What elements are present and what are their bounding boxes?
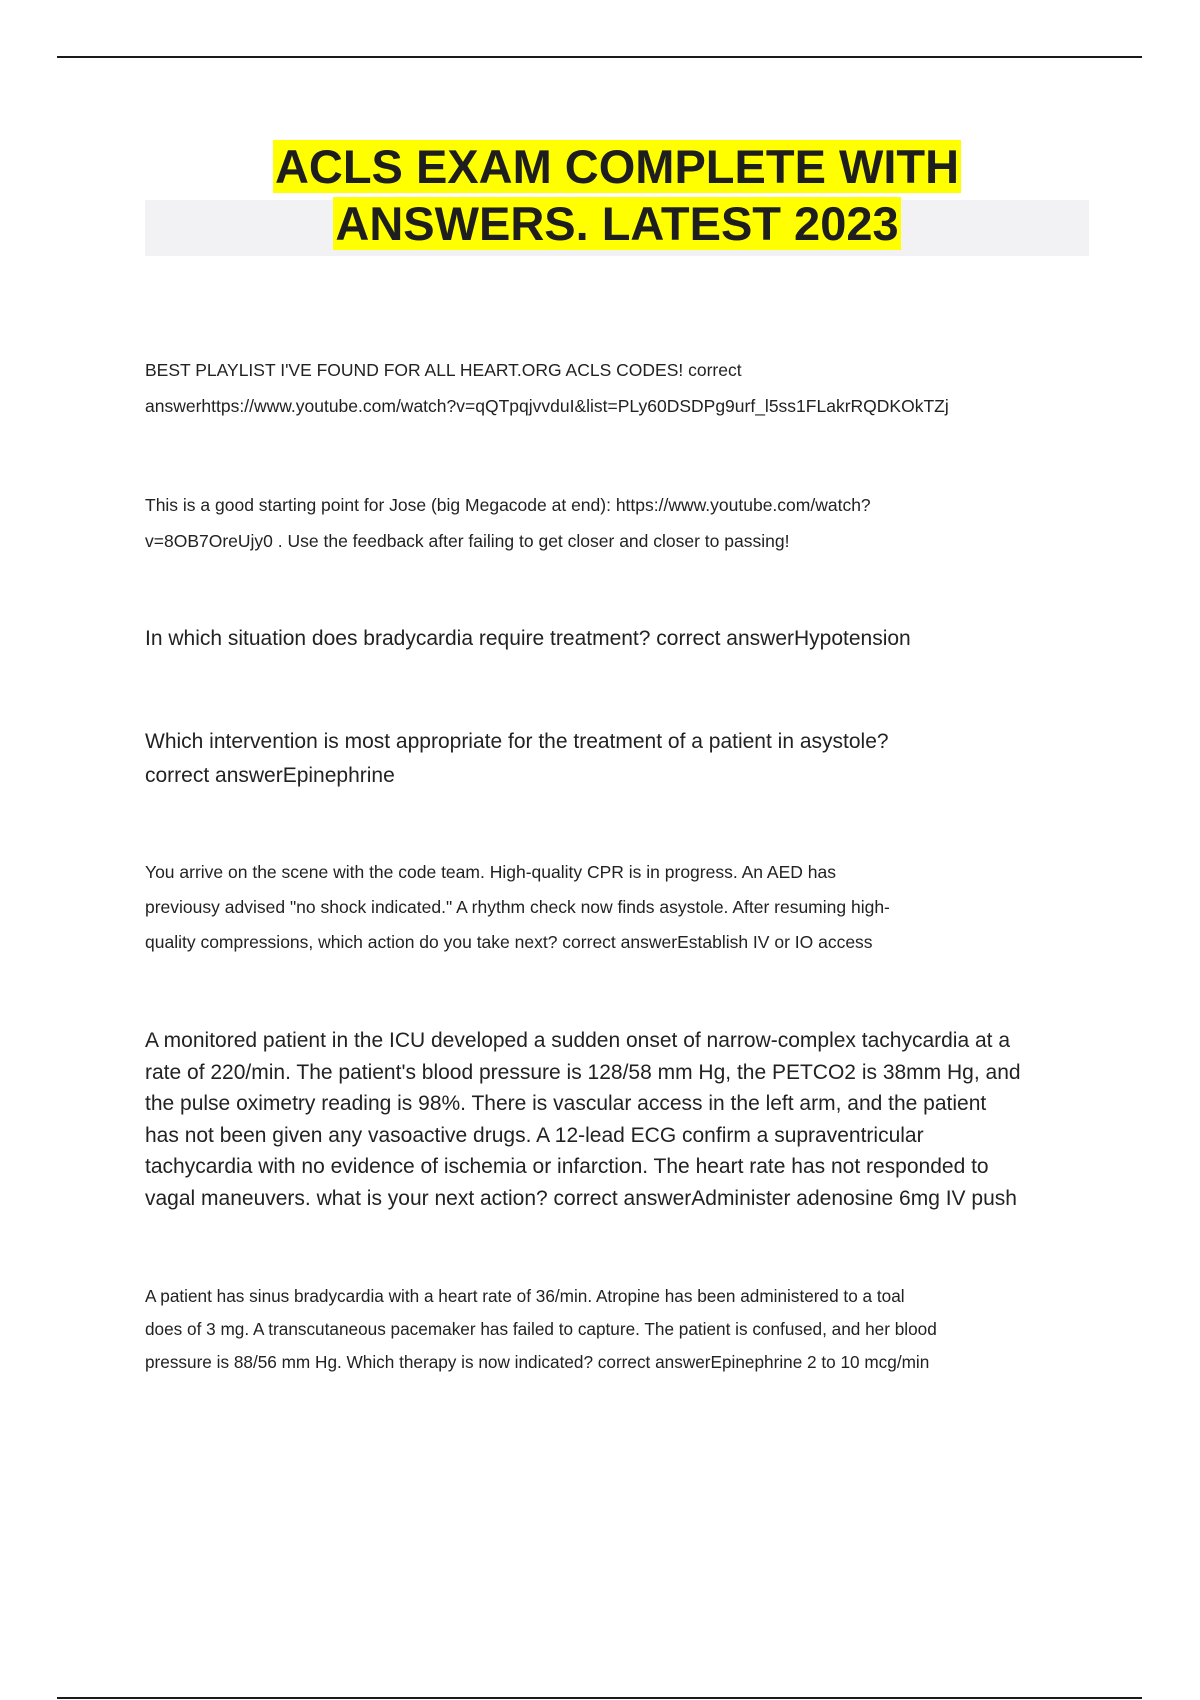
paragraph-line: tachycardia with no evidence of ischemia or infarction. The heart rate has not responded to <box>145 1155 989 1178</box>
question-sinus-bradycardia <box>145 1280 937 1379</box>
title-line-1: ACLS EXAM COMPLETE WITH <box>274 140 960 193</box>
paragraph-line: correct answerEpinephrine <box>145 764 395 787</box>
paragraph-line: pressure is 88/56 mm Hg. Which therapy is now indicated? correct answerEpinephrine 2 to 10 mcg/min <box>145 1352 930 1372</box>
paragraph-line: has not been given any vasoactive drugs. A 12-lead ECG confirm a supraventricular <box>145 1123 924 1147</box>
paragraph-line: This is a good starting point for Jose (big Megacode at end): https://www.youtube.com/watch? <box>145 495 871 515</box>
top-rule <box>57 56 1142 58</box>
paragraph-line: A patient has sinus bradycardia with a heart rate of 36/min. Atropine has been administered to a toal <box>145 1286 905 1306</box>
question-asystole-intervention <box>145 725 889 793</box>
title-line-2: ANSWERS. LATEST 2023 <box>335 197 899 250</box>
paragraph-line: previousy advised "no shock indicated." A rhythm check now finds asystole. After resuming high- <box>145 897 890 917</box>
page-title <box>145 138 1089 252</box>
paragraph-line: does of 3 mg. A transcutaneous pacemaker has failed to capture. The patient is confused, and her blood <box>145 1319 937 1339</box>
question-bradycardia-treatment <box>145 622 911 656</box>
paragraph-line: rate of 220/min. The patient's blood pressure is 128/58 mm Hg, the PETCO2 is 38mm Hg, and <box>145 1060 1021 1084</box>
bottom-rule <box>57 1697 1142 1699</box>
paragraph-line: v=8OB7OreUjy0 . Use the feedback after failing to get closer and closer to passing! <box>145 531 790 551</box>
paragraph-line: vagal maneuvers. what is your next action? correct answerAdminister adenosine 6mg IV push <box>145 1186 1017 1210</box>
paragraph-line: BEST PLAYLIST I'VE FOUND FOR ALL HEART.ORG ACLS CODES! correct <box>145 360 742 380</box>
paragraph-line: A monitored patient in the ICU developed a sudden onset of narrow-complex tachycardia at a <box>145 1029 1011 1052</box>
paragraph-line: In which situation does bradycardia require treatment? correct answerHypotension <box>145 627 911 650</box>
paragraph-line: You arrive on the scene with the code team. High-quality CPR is in progress. An AED has <box>145 862 836 882</box>
question-code-team-asystole <box>145 855 890 960</box>
paragraph-line: answerhttps://www.youtube.com/watch?v=qQTpqjvvduI&list=PLy60DSDPg9urf_l5ss1FLakrRQDKOkTZj <box>145 396 949 416</box>
paragraph-line: the pulse oximetry reading is 98%. There is vascular access in the left arm, and the patient <box>145 1092 987 1115</box>
paragraph-line: Which intervention is most appropriate for the treatment of a patient in asystole? <box>145 730 889 753</box>
paragraph-starting-point <box>145 487 871 559</box>
question-narrow-complex-tachycardia <box>145 1025 1021 1214</box>
paragraph-playlist <box>145 352 949 424</box>
paragraph-line: quality compressions, which action do you take next? correct answerEstablish IV or IO access <box>145 932 873 952</box>
